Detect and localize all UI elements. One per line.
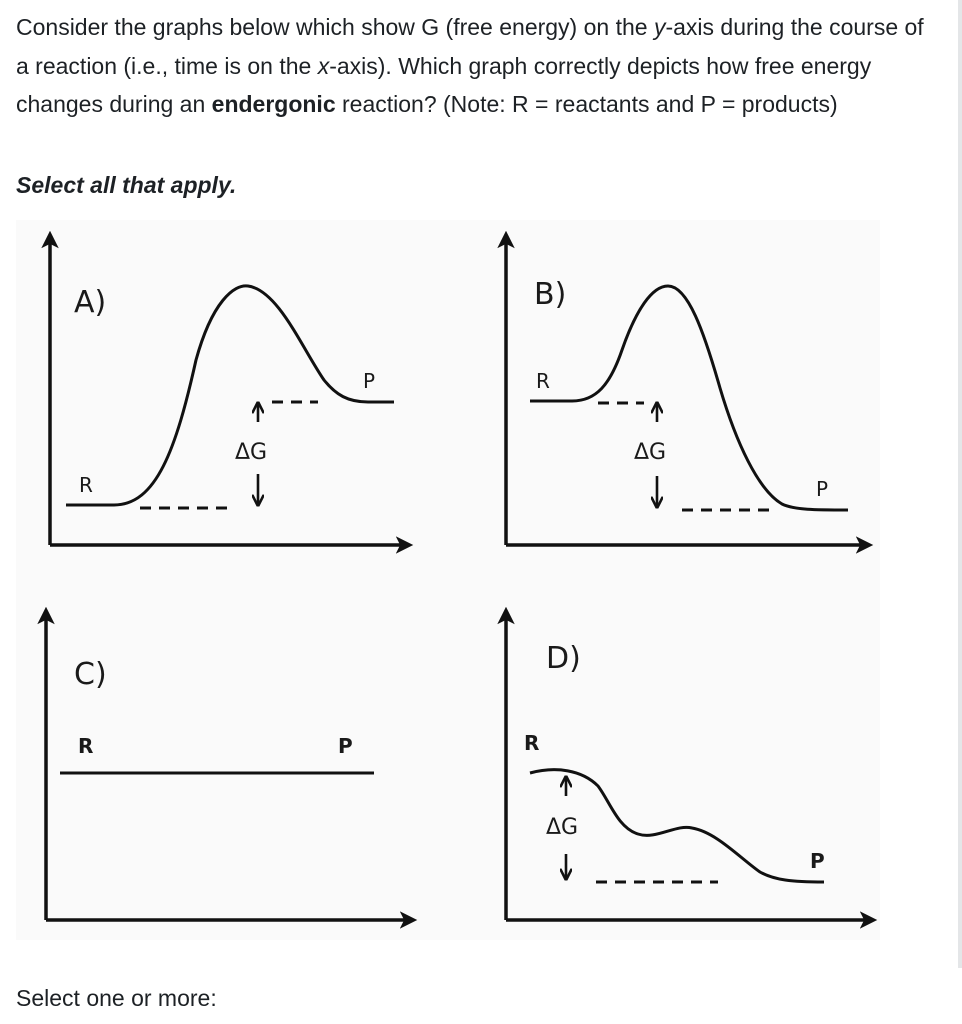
y-axis-term: y bbox=[653, 14, 666, 40]
question-text: Consider the graphs below which show G (free energy) on the y-axis during the course of a reaction (i.e., time is on the x-axis). Which graph correctly depicts how free energy changes during an endergonic reaction? (Note: R = reactants and P = products) bbox=[16, 14, 924, 117]
graph-d-label: D) bbox=[546, 641, 581, 676]
page-right-border bbox=[958, 0, 962, 968]
graph-a-energy-curve bbox=[66, 286, 394, 505]
graph-c bbox=[46, 612, 412, 920]
graph-d-reactant-label: R bbox=[524, 731, 540, 755]
graph-b-label: B) bbox=[534, 277, 567, 312]
graph-b-reactant-label: R bbox=[536, 369, 550, 393]
graph-d-product-label: P bbox=[810, 849, 825, 873]
graph-b bbox=[506, 236, 868, 545]
graphs-figure bbox=[16, 220, 880, 940]
graph-b-delta-g-label: ΔG bbox=[634, 440, 667, 465]
endergonic-term: endergonic bbox=[211, 91, 336, 117]
graph-d-delta-g-label: ΔG bbox=[546, 815, 579, 840]
graph-c-product-label: P bbox=[338, 734, 353, 758]
graph-a-reactant-label: R bbox=[79, 473, 93, 497]
instruction-text: Select all that apply. bbox=[16, 172, 237, 198]
graph-c-reactant-label: R bbox=[78, 734, 94, 758]
graph-a bbox=[50, 236, 408, 545]
graph-c-label: C) bbox=[74, 657, 107, 692]
graph-a-label: A) bbox=[74, 285, 107, 320]
graph-b-product-label: P bbox=[816, 477, 829, 501]
graph-a-delta-g-label: ΔG bbox=[235, 440, 268, 465]
x-axis-term: x bbox=[317, 52, 330, 79]
graph-b-energy-curve bbox=[530, 286, 848, 510]
graph-a-product-label: P bbox=[363, 369, 376, 393]
select-prompt: Select one or more: bbox=[16, 985, 217, 1011]
graphs-svg bbox=[16, 220, 880, 940]
graph-d bbox=[506, 612, 872, 920]
